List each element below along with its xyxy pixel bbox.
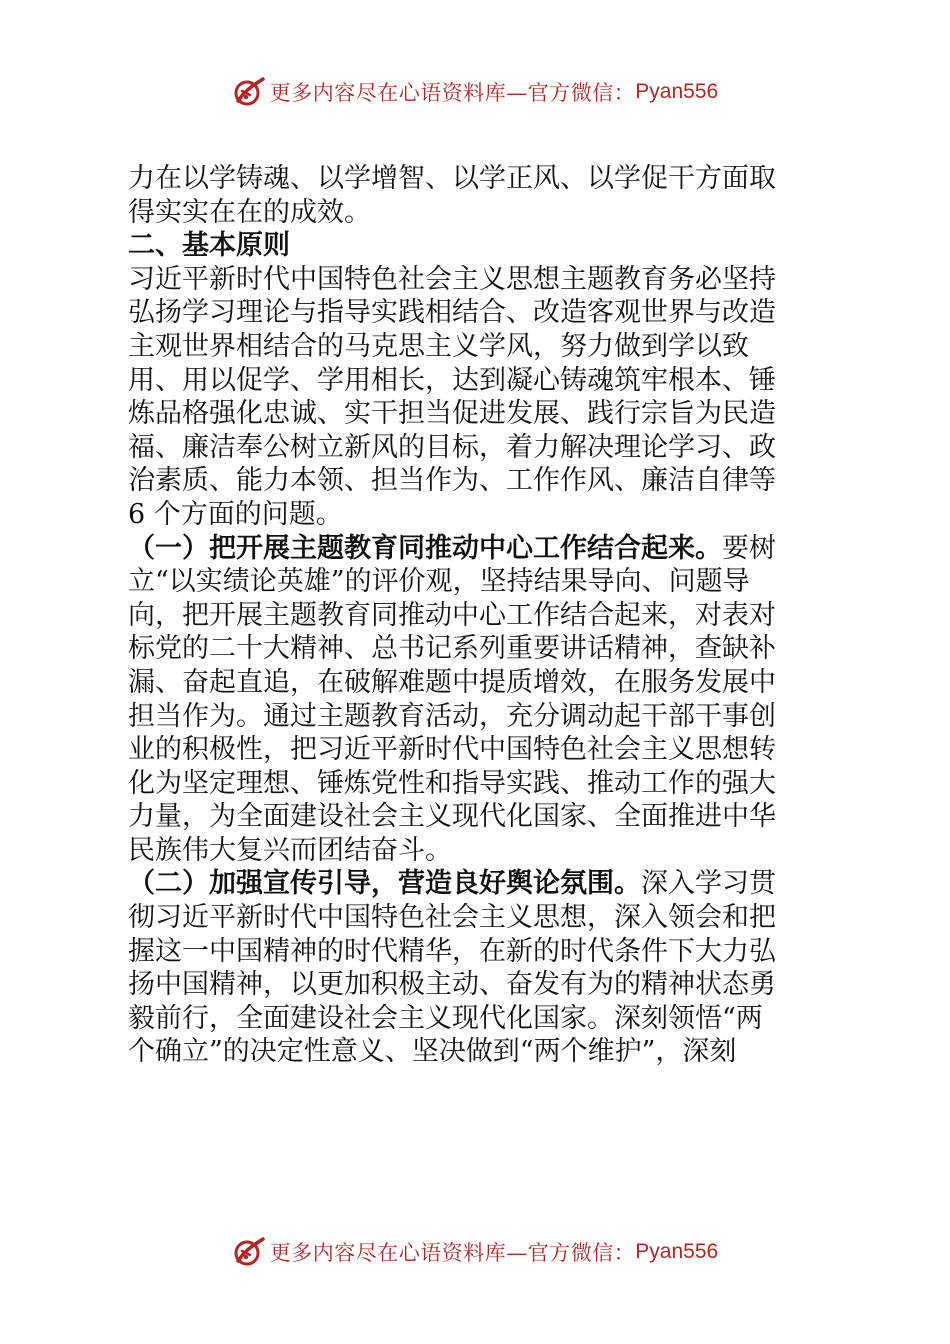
- text-line: 向，把开展主题教育同推动中心工作结合起来，对表对: [128, 599, 776, 631]
- text-line: 得实实在在的成效。: [128, 196, 371, 228]
- text-line: 化为坚定理想、锤炼党性和指导实践、推动工作的强大: [128, 767, 776, 799]
- paragraph-first-line: [128, 867, 818, 901]
- document-body: [128, 162, 818, 1069]
- watermark-wechat-id: Pyan556: [635, 80, 719, 103]
- paragraph-first-line: [128, 532, 818, 566]
- text-line: 福、廉洁奉公树立新风的目标，着力解决理论学习、政: [128, 431, 776, 463]
- text-line: 力在以学铸魂、以学增智、以学正风、以学促干方面取: [128, 163, 776, 194]
- subsection-title: （二）加强宣传引导，营造良好舆论氛围。: [128, 868, 641, 900]
- text-line: 漏、奋起直追，在破解难题中提质增效，在服务发展中: [128, 666, 776, 698]
- text-line: 握这一中国精神的时代精华，在新的时代条件下大力弘: [128, 935, 776, 967]
- text-run: 深入学习贯: [641, 868, 776, 900]
- header-watermark: [0, 72, 950, 112]
- text-line: 弘扬学习理论与指导实践相结合、改造客观世界与改造: [128, 297, 776, 329]
- text-line: 炼品格强化忠诚、实干担当促进发展、践行宗旨为民造: [128, 398, 776, 430]
- text-line: 治素质、能力本领、担当作为、工作作风、廉洁自律等: [128, 465, 776, 497]
- watermark-text: 更多内容尽在心语资料库—官方微信：: [269, 81, 636, 105]
- text-line: 标党的二十大精神、总书记系列重要讲话精神，查缺补: [128, 633, 776, 665]
- brush-logo-icon: [232, 1235, 266, 1269]
- text-line: 担当作为。通过主题教育活动，充分调动起干部干事创: [128, 700, 776, 732]
- text-line: 个确立”的决定性意义、坚决做到“两个维护”，深刻: [128, 1036, 737, 1068]
- text-line: 用、用以促学、学用相长，达到凝心铸魂筑牢根本、锤: [128, 364, 776, 396]
- footer-watermark: [0, 1232, 950, 1272]
- text-line: 立“以实绩论英雄”的评价观，坚持结果导向、问题导: [128, 566, 750, 598]
- text-line: 毅前行，全面建设社会主义现代化国家。深刻领悟“两: [128, 1002, 763, 1034]
- text-line: 习近平新时代中国特色社会主义思想主题教育务必坚持: [128, 263, 776, 295]
- text-line: 6 个方面的问题。: [128, 498, 343, 530]
- text-line: 民族伟大复兴而团结奋斗。: [128, 834, 452, 866]
- brush-logo-icon: [232, 75, 266, 109]
- text-line: 力量，为全面建设社会主义现代化国家、全面推进中华: [128, 801, 776, 833]
- watermark-text: 更多内容尽在心语资料库—官方微信：: [269, 1241, 636, 1265]
- text-line: 彻习近平新时代中国特色社会主义思想，深入领会和把: [128, 902, 776, 934]
- subsection-title: （一）把开展主题教育同推动中心工作结合起来。: [128, 532, 722, 564]
- section-heading: 二、基本原则: [128, 230, 290, 262]
- text-line: 扬中国精神，以更加积极主动、奋发有为的精神状态勇: [128, 969, 776, 1001]
- watermark-wechat-id: Pyan556: [635, 1240, 719, 1263]
- text-run: 要树: [722, 532, 776, 564]
- text-line: 主观世界相结合的马克思主义学风，努力做到学以致: [128, 330, 749, 362]
- text-line: 业的积极性，把习近平新时代中国特色社会主义思想转: [128, 734, 776, 766]
